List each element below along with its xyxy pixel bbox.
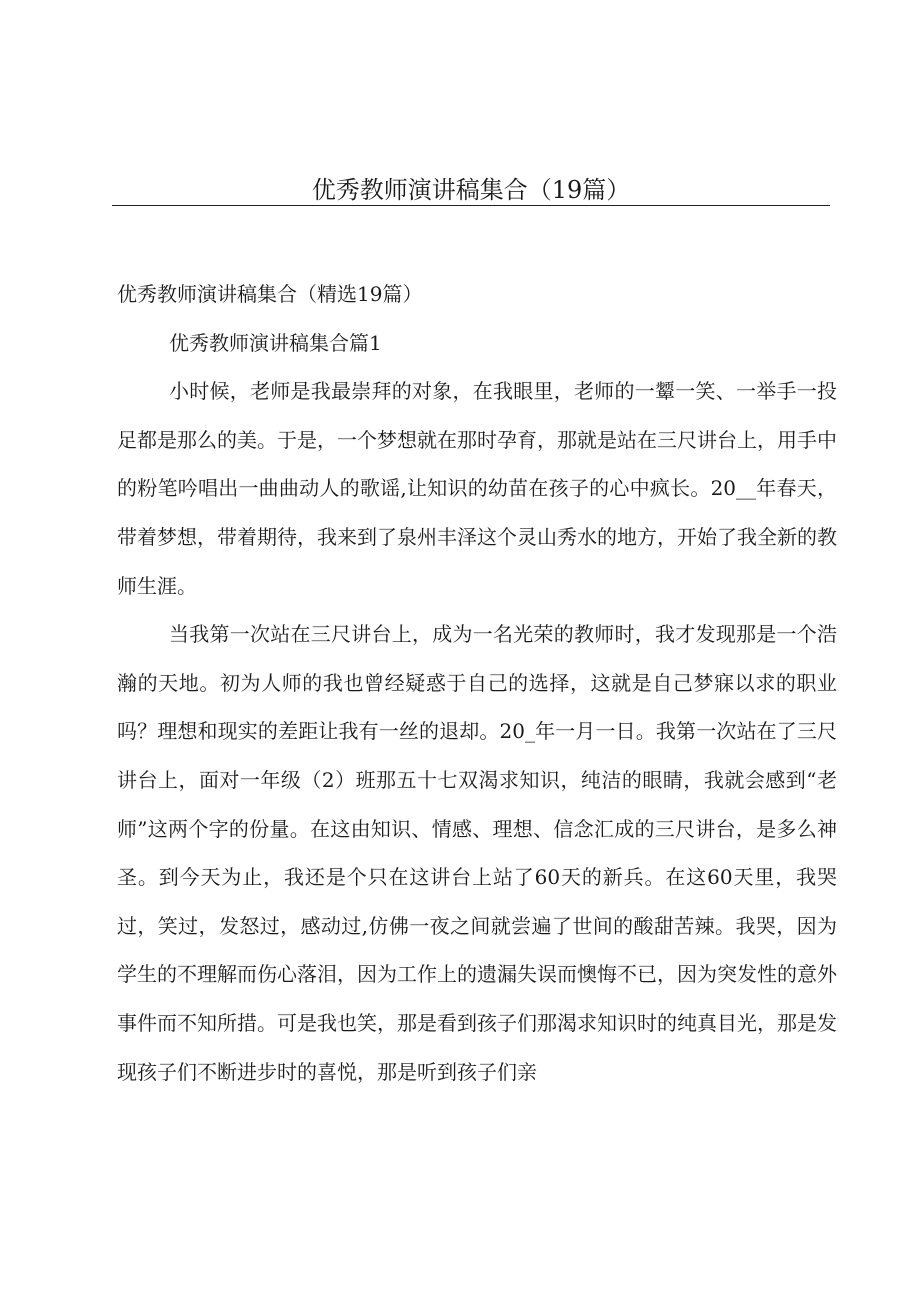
- title-underline: [112, 205, 830, 206]
- body-paragraph: 当我第一次站在三尺讲台上，成为一名光荣的教师时，我才发现那是一个浩瀚的天地。初为人师的我也曾经疑惑于自己的选择，这就是自己梦寐以求的职业吗？理想和现实的差距让我有一丝的退却。20_年一月一日。我第一次站在了三尺讲台上，面对一年级（2）班那五十七双渴求知识，纯洁的眼睛，我就会感到“老师”这两个字的份量。在这由知识、情感、理想、信念汇成的三尺讲台，是多么神圣。到今天为止，我还是个只在这讲台上站了60天的新兵。在这60天里，我哭过，笑过，发怒过，感动过,仿佛一夜之间就尝遍了世间的酸甜苦辣。我哭，因为学生的不理解而伤心落泪，因为工作上的遗漏失误而懊悔不已，因为突发性的意外事件而不知所措。可是我也笑，那是看到孩子们那渴求知识时的纯真目光，那是发现孩子们不断进步时的喜悦，那是听到孩子们亲: [117, 622, 837, 1084]
- body-paragraph: 小时候，老师是我最崇拜的对象，在我眼里，老师的一颦一笑、一举手一投足都是那么的美。于是，一个梦想就在那时孕育，那就是站在三尺讲台上，用手中的粉笔吟唱出一曲曲动人的歌谣,让知识的幼苗在孩子的心中疯长。20__年春天，带着梦想，带着期待，我来到了泉州丰泽这个灵山秀水的地方，开始了我全新的教师生涯。: [117, 379, 837, 598]
- document-subtitle: 优秀教师演讲稿集合（精选19篇）: [117, 282, 423, 306]
- document-body: [117, 270, 837, 1096]
- document-title: 优秀教师演讲稿集合（19篇）: [311, 176, 631, 204]
- section-heading: 优秀教师演讲稿集合篇1: [169, 330, 382, 355]
